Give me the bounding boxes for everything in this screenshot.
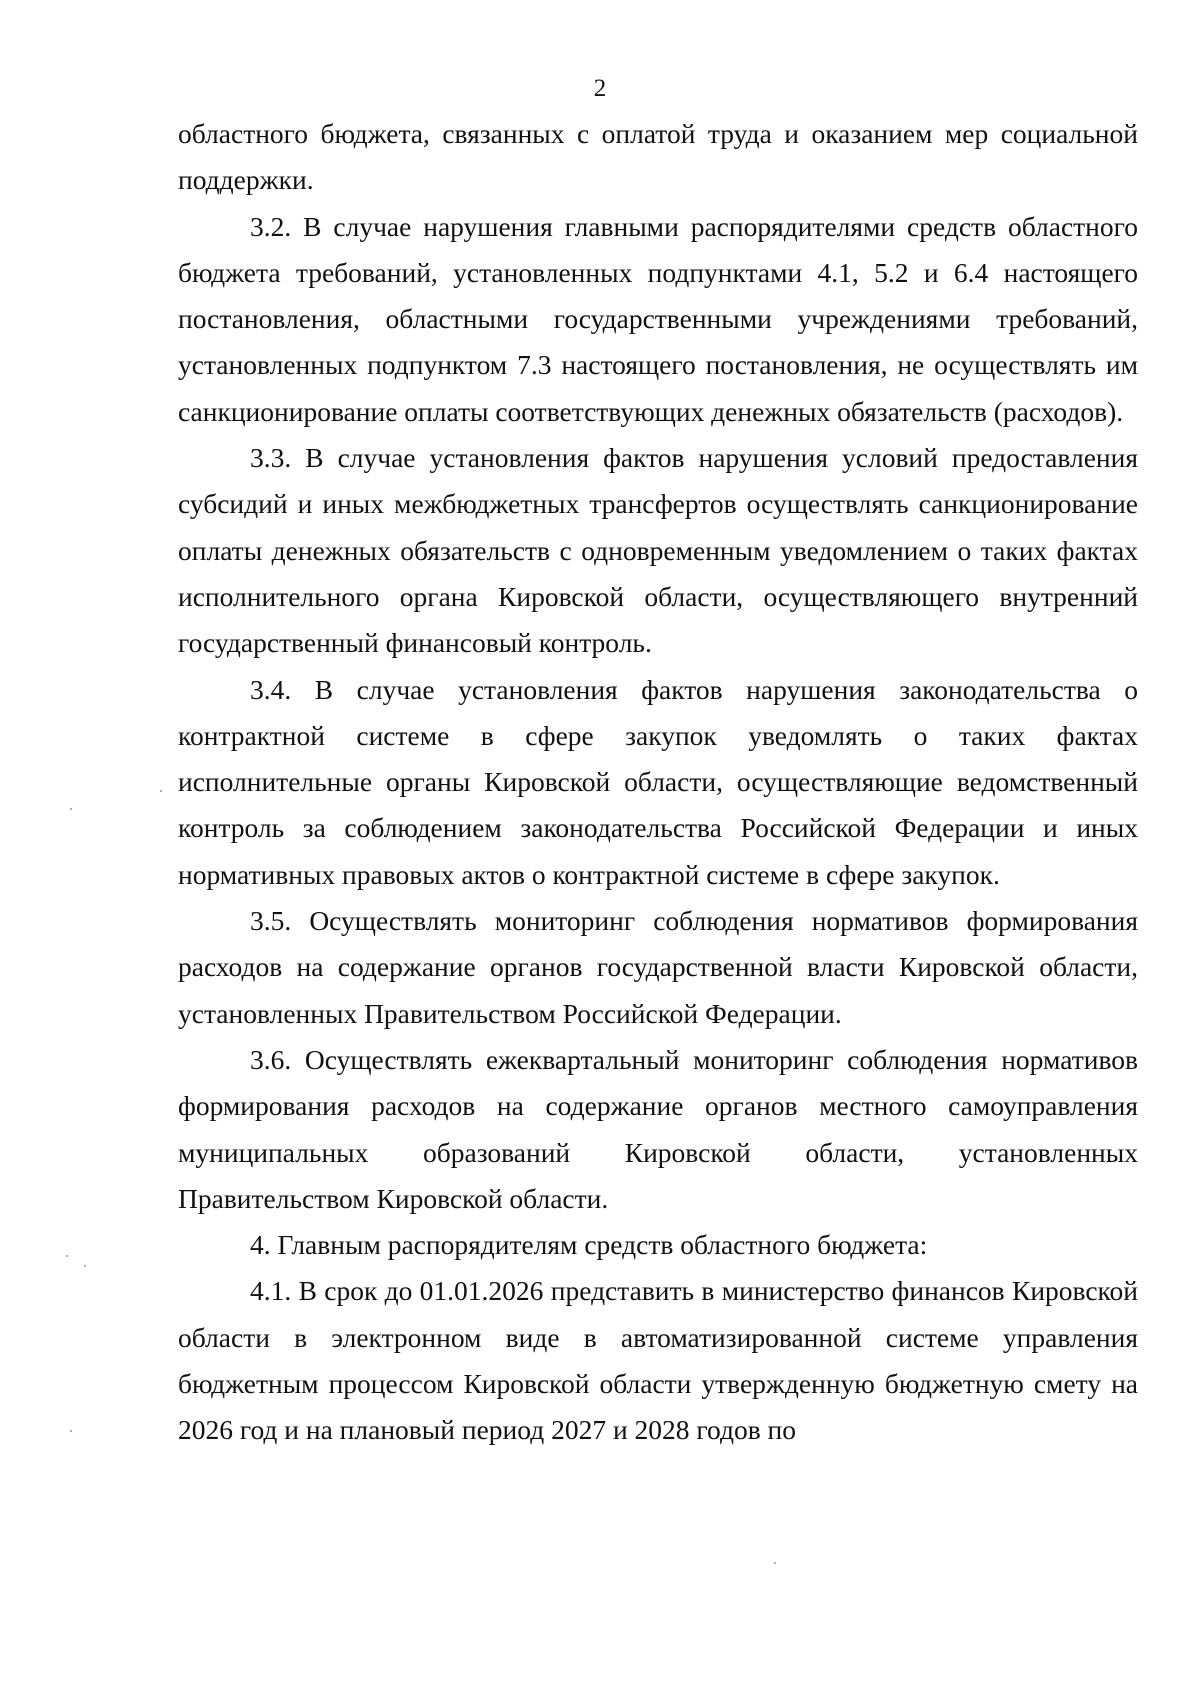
scan-speck <box>70 808 72 810</box>
page-number: 2 <box>593 75 607 102</box>
paragraph-4: 4. Главным распорядителям средств областного бюджета: <box>250 1229 928 1261</box>
document-body <box>178 111 1138 1454</box>
paragraph-3-2: 3.2. В случае нарушения главными распорядителями средств областного бюджета требований, установленных подпунктами 4.1, 5.2 и 6.4 настоящего постановления, областными государственными учреждениями требований, установленных подпунктом 7.3 настоящего постановления, не осуществлять им санкционирование оплаты соответствующих денежных обязательств (расходов). <box>178 210 1138 427</box>
paragraph-3-6: 3.6. Осуществлять ежеквартальный мониторинг соблюдения нормативов формирования расходов на содержание органов местного самоуправления муниципальных образований Кировской области, установленных Правительством Кировской области. <box>178 1043 1138 1214</box>
paragraph-4-1: 4.1. В срок до 01.01.2026 представить в министерство финансов Кировской области в электронном виде в автоматизированной системе управления бюджетным процессом Кировской области утвержденную бюджетную смету на 2026 год и на плановый период 2027 и 2028 годов по <box>178 1275 1138 1446</box>
paragraph-continuation: областного бюджета, связанных с оплатой труда и оказанием мер социальной поддержки. <box>178 118 1138 196</box>
scan-speck <box>70 1430 72 1432</box>
scan-speck <box>66 1255 68 1257</box>
paragraph-3-3: 3.3. В случае установления фактов нарушения условий предоставления субсидий и иных межбюджетных трансфертов осуществлять санкционирование оплаты денежных обязательств с одновременным уведомлением о таких фактах исполнительного органа Кировской области, осуществляющего внутренний государственный финансовый контроль. <box>178 442 1138 659</box>
paragraph-3-5: 3.5. Осуществлять мониторинг соблюдения нормативов формирования расходов на содержание органов государственной власти Кировской области, установленных Правительством Российской Федерации. <box>178 905 1138 1029</box>
paragraph-3-4: 3.4. В случае установления фактов нарушения законодательства о контрактной системе в сфере закупок уведомлять о таких фактах исполнительные органы Кировской области, осуществляющие ведомственный контроль за соблюдением законодательства Российской Федерации и иных нормативных правовых актов о контрактной системе в сфере закупок. <box>178 673 1138 890</box>
scan-speck <box>84 1265 86 1267</box>
scan-speck <box>774 1562 776 1564</box>
scan-speck <box>160 790 162 792</box>
